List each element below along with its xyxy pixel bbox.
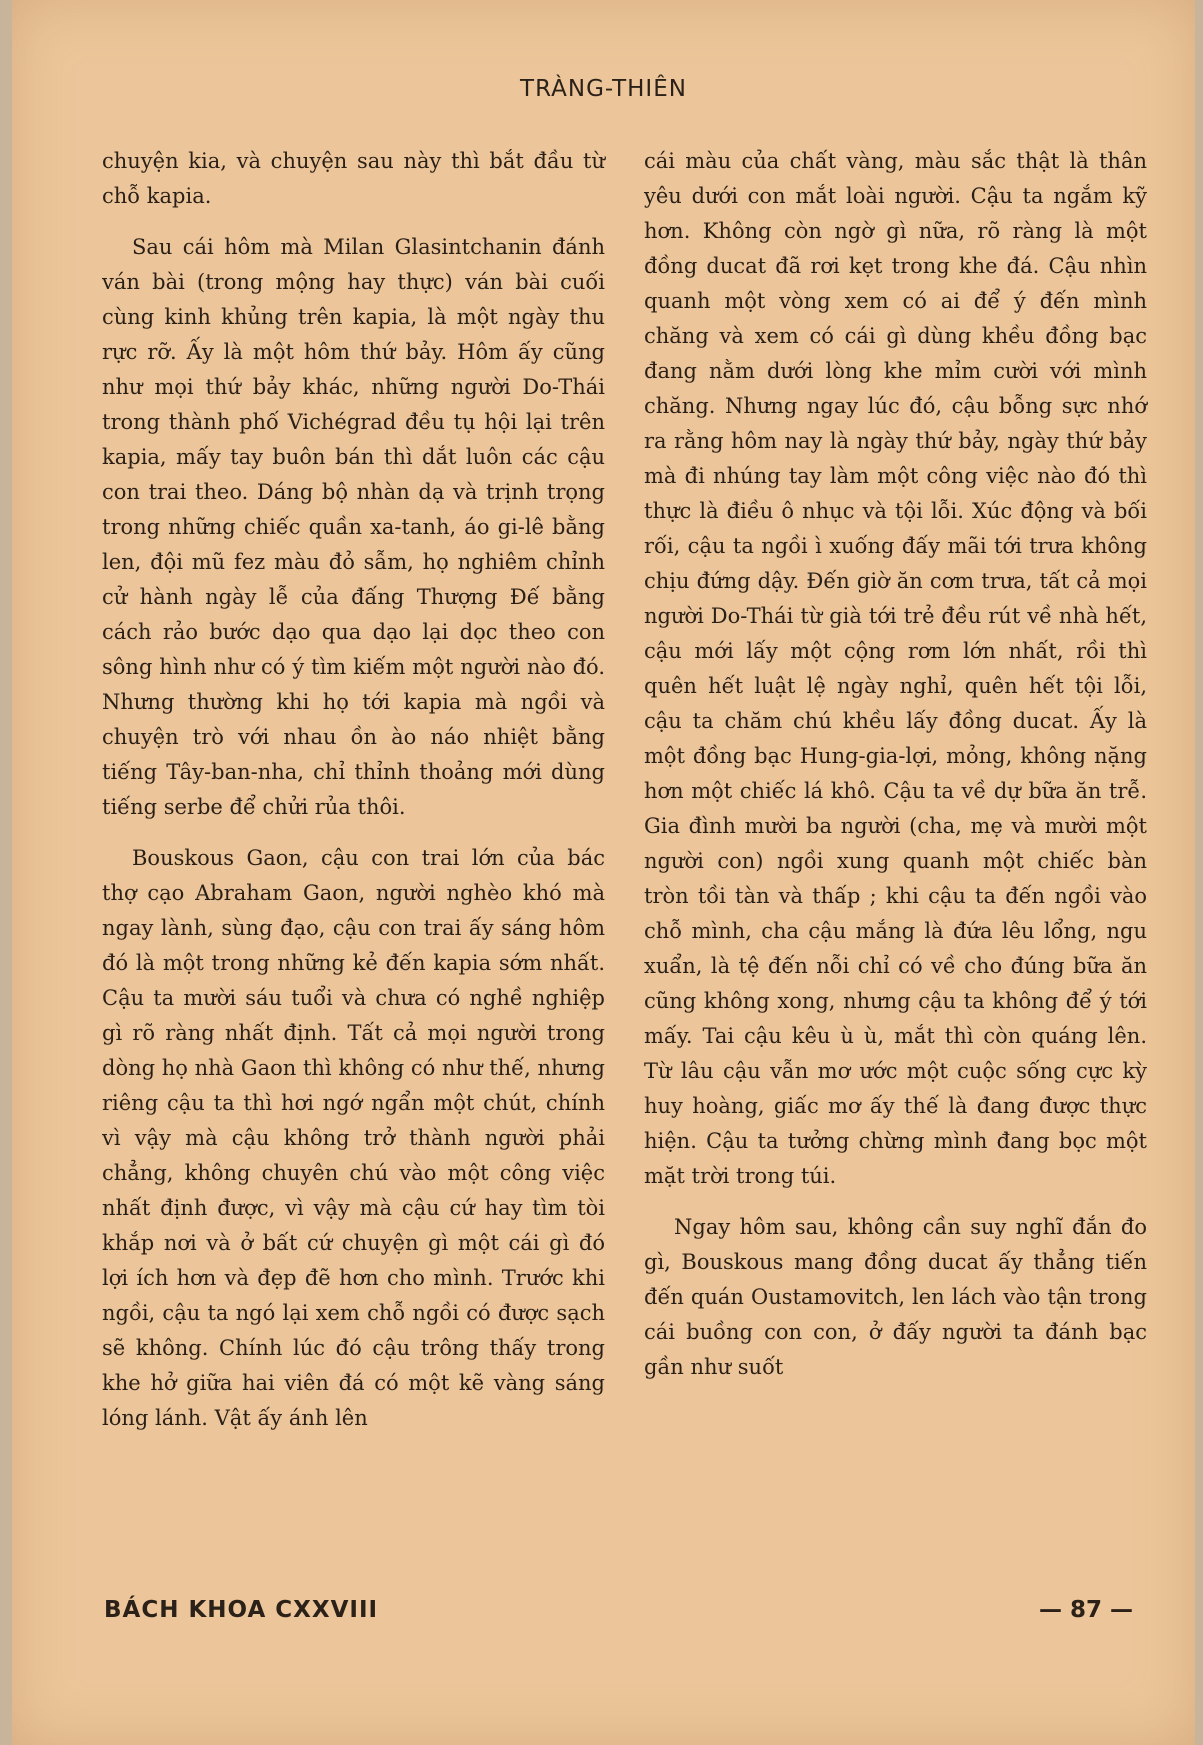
paragraph: cái màu của chất vàng, màu sắc thật là thân yêu dưới con mắt loài người. Cậu ta ngắm kỹ hơn. Không còn ngờ gì nữa, rõ ràng là một đồng ducat đã rơi kẹt trong khe đá. Cậu nhìn quanh một vòng xem có ai để ý đến mình chăng và xem có cái gì dùng khều đồng bạc đang nằm dưới lòng khe mỉm cười với mình chăng. Nhưng ngay lúc đó, cậu bỗng sực nhớ ra rằng hôm nay là ngày thứ bảy, ngày thứ bảy mà đi nhúng tay làm một công việc nào đó thì thực là điều ô nhục và tội lỗi. Xúc động và bối rối, cậu ta ngồi ì xuống đấy mãi tới trưa không chịu đứng dậy. Đến giờ ăn cơm trưa, tất cả mọi người Do-Thái từ già tới trẻ đều rút về nhà hết, cậu mới lấy một cộng rơm lớn nhất, rồi thì quên hết luật lệ ngày nghỉ, quên hết tội lỗi, cậu ta chăm chú khều lấy đồng ducat. Ấy là một đồng bạc Hung-gia-lợi, mỏng, không nặng hơn một chiếc lá khô. Cậu ta về dự bữa ăn trễ. Gia đình mười ba người (cha, mẹ và mười một người con) ngồi xung quanh một chiếc bàn tròn tồi tàn và thấp ; khi cậu ta đến ngồi vào chỗ mình, cha cậu mắng là đứa lêu lổng, ngu xuẩn, là tệ đến nỗi chỉ có về cho đúng bữa ăn cũng không xong, nhưng cậu ta không để ý tới mấy. Tai cậu kêu ù ù, mắt thì còn quáng lên. Từ lâu cậu vẫn mơ ước một cuộc sống cực kỳ huy hoàng, giấc mơ ấy thế là đang được thực hiện. Cậu ta tưởng chừng mình đang bọc một mặt trời trong túi.: [644, 149, 1147, 1188]
magazine-title-footer: BÁCH KHOA CXXVIII: [104, 1597, 379, 1623]
left-text-column: [102, 144, 605, 1452]
paragraph: Sau cái hôm mà Milan Glasintchanin đánh ván bài (trong mộng hay thực) ván bài cuối cùng kinh khủng trên kapia, là một ngày thu rực rỡ. Ấy là một hôm thứ bảy. Hôm ấy cũng như mọi thứ bảy khác, những người Do-Thái trong thành phố Vichégrad đều tụ hội lại trên kapia, mấy tay buôn bán thì dắt luôn các cậu con trai theo. Dáng bộ nhàn dạ và trịnh trọng trong những chiếc quần xa-tanh, áo gi-lê bằng len, đội mũ fez màu đỏ sẫm, họ nghiêm chỉnh cử hành ngày lễ của đấng Thượng Đế bằng cách rảo bước dạo qua dạo lại dọc theo con sông hình như có ý tìm kiếm một người nào đó. Nhưng thường khi họ tới kapia mà ngồi và chuyện trò với nhau ồn ào náo nhiệt bằng tiếng Tây-ban-nha, chỉ thỉnh thoảng mới dùng tiếng serbe để chửi rủa thôi.: [102, 235, 605, 819]
paragraph: chuyện kia, và chuyện sau này thì bắt đầu từ chỗ kapia.: [102, 149, 605, 208]
right-text-column: [644, 144, 1147, 1401]
page-number: — 87 —: [1038, 1597, 1133, 1623]
magazine-page: [12, 0, 1195, 1745]
paragraph: Bouskous Gaon, cậu con trai lớn của bác thợ cạo Abraham Gaon, người nghèo khó mà ngay lành, sùng đạo, cậu con trai ấy sáng hôm đó là một trong những kẻ đến kapia sớm nhất. Cậu ta mười sáu tuổi và chưa có nghề nghiệp gì rõ ràng nhất định. Tất cả mọi người trong dòng họ nhà Gaon thì không có như thế, nhưng riêng cậu ta thì hơi ngớ ngẩn một chút, chính vì vậy mà cậu không trở thành người phải chẳng, không chuyên chú vào một công việc nhất định được, vì vậy mà cậu cứ hay tìm tòi khắp nơi và ở bất cứ chuyện gì một cái gì đó lợi ích hơn và đẹp đẽ hơn cho mình. Trước khi ngồi, cậu ta ngó lại xem chỗ ngồi có được sạch sẽ không. Chính lúc đó cậu trông thấy trong khe hở giữa hai viên đá có một kẽ vàng sáng lóng lánh. Vật ấy ánh lên: [102, 846, 605, 1430]
running-header: TRÀNG-THIÊN: [520, 76, 687, 102]
paragraph: Ngay hôm sau, không cần suy nghĩ đắn đo gì, Bouskous mang đồng ducat ấy thẳng tiến đến quán Oustamovitch, len lách vào tận trong cái buồng con con, ở đấy người ta đánh bạc gần như suốt: [644, 1215, 1147, 1379]
